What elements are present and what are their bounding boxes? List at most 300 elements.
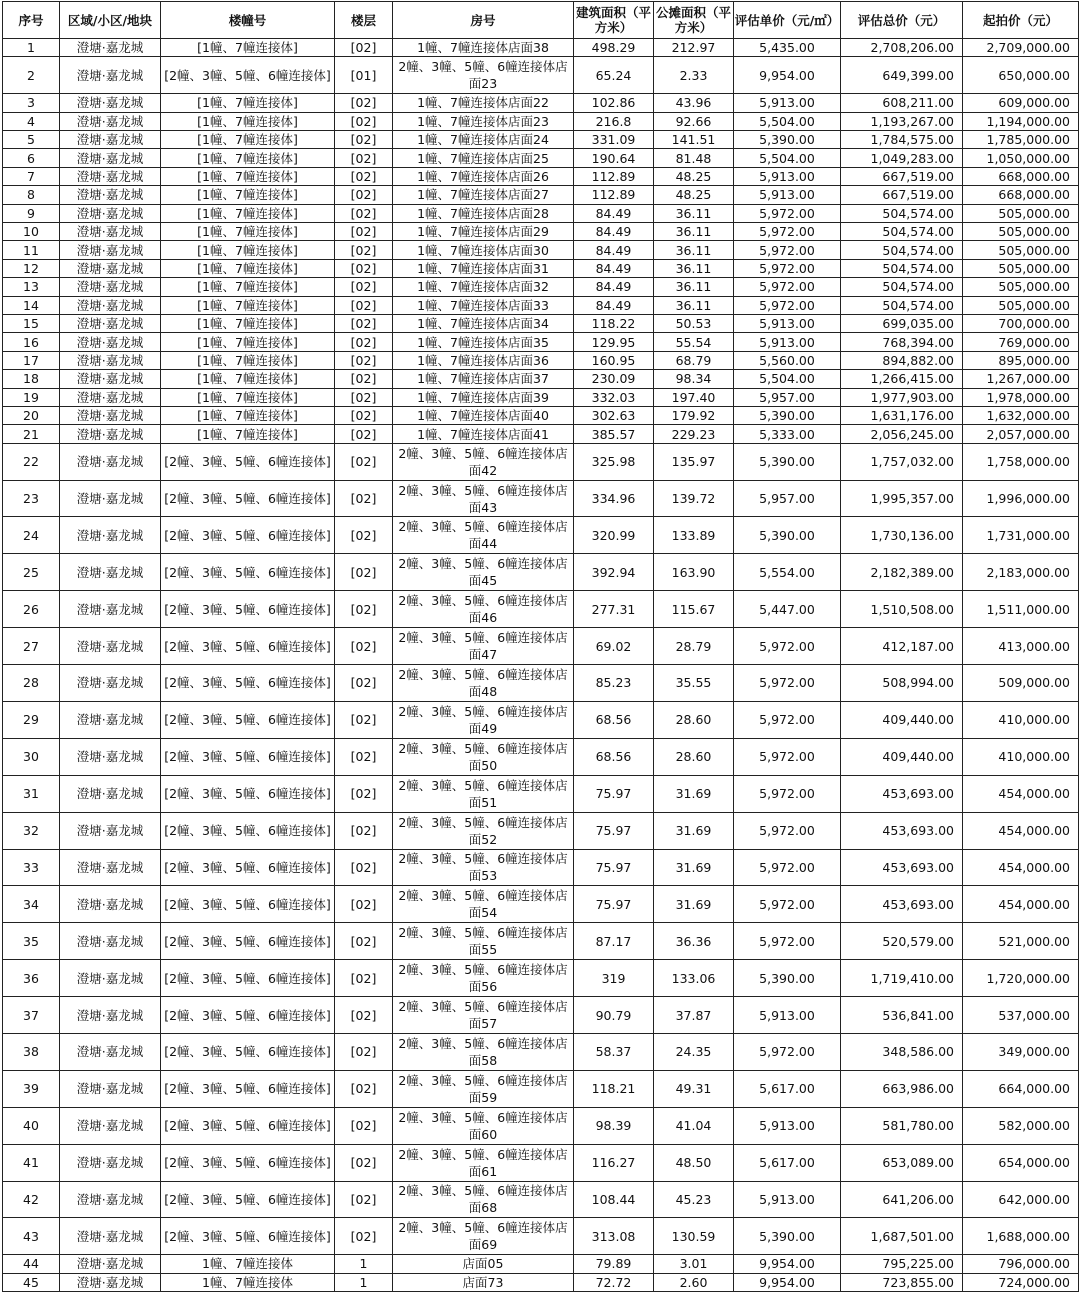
cell-unit-price: 5,913.00 — [734, 333, 841, 351]
table-row — [3, 204, 1079, 222]
cell-total-value: 667,519.00 — [841, 167, 963, 185]
cell-floor-area: 230.09 — [574, 370, 654, 388]
cell-room: 1幢、7幢连接体店面31 — [393, 259, 574, 277]
cell-area: 澄塘·嘉龙城 — [60, 112, 161, 130]
cell-start-price: 1,731,000.00 — [963, 517, 1079, 554]
cell-total-value: 453,693.00 — [841, 849, 963, 886]
cell-start-price: 509,000.00 — [963, 665, 1079, 702]
cell-floor-area: 129.95 — [574, 333, 654, 351]
cell-floor: 1 — [335, 1273, 393, 1291]
cell-building: [1幢、7幢连接体] — [161, 333, 335, 351]
cell-start-price: 664,000.00 — [963, 1070, 1079, 1107]
cell-floor: [02] — [335, 517, 393, 554]
cell-room: 2幢、3幢、5幢、6幢连接体店面61 — [393, 1144, 574, 1181]
cell-room: 2幢、3幢、5幢、6幢连接体店面45 — [393, 554, 574, 591]
cell-room: 2幢、3幢、5幢、6幢连接体店面42 — [393, 443, 574, 480]
cell-shared-area: 35.55 — [654, 665, 734, 702]
cell-shared-area: 36.36 — [654, 923, 734, 960]
cell-room: 1幢、7幢连接体店面23 — [393, 112, 574, 130]
cell-shared-area: 55.54 — [654, 333, 734, 351]
cell-floor-area: 87.17 — [574, 923, 654, 960]
table-row — [3, 388, 1079, 406]
cell-floor: [02] — [335, 296, 393, 314]
cell-floor-area: 102.86 — [574, 94, 654, 112]
cell-shared-area: 36.11 — [654, 259, 734, 277]
cell-unit-price: 5,504.00 — [734, 149, 841, 167]
cell-floor: [02] — [335, 665, 393, 702]
cell-seq: 19 — [3, 388, 60, 406]
cell-floor-area: 392.94 — [574, 554, 654, 591]
cell-total-value: 504,574.00 — [841, 223, 963, 241]
cell-unit-price: 5,560.00 — [734, 351, 841, 369]
cell-area: 澄塘·嘉龙城 — [60, 167, 161, 185]
table-row — [3, 39, 1079, 57]
cell-building: [2幢、3幢、5幢、6幢连接体] — [161, 443, 335, 480]
cell-seq: 9 — [3, 204, 60, 222]
cell-room: 1幢、7幢连接体店面39 — [393, 388, 574, 406]
cell-floor: [02] — [335, 186, 393, 204]
cell-floor: [02] — [335, 94, 393, 112]
cell-total-value: 2,182,389.00 — [841, 554, 963, 591]
cell-room: 1幢、7幢连接体店面30 — [393, 241, 574, 259]
cell-shared-area: 36.11 — [654, 204, 734, 222]
cell-unit-price: 5,913.00 — [734, 997, 841, 1034]
cell-unit-price: 5,913.00 — [734, 314, 841, 332]
cell-start-price: 410,000.00 — [963, 701, 1079, 738]
cell-building: [2幢、3幢、5幢、6幢连接体] — [161, 1070, 335, 1107]
cell-start-price: 895,000.00 — [963, 351, 1079, 369]
cell-floor-area: 118.21 — [574, 1070, 654, 1107]
cell-room: 2幢、3幢、5幢、6幢连接体店面69 — [393, 1218, 574, 1255]
cell-area: 澄塘·嘉龙城 — [60, 241, 161, 259]
cell-start-price: 521,000.00 — [963, 923, 1079, 960]
cell-building: [1幢、7幢连接体] — [161, 39, 335, 57]
cell-building: [1幢、7幢连接体] — [161, 241, 335, 259]
cell-room: 2幢、3幢、5幢、6幢连接体店面50 — [393, 738, 574, 775]
cell-area: 澄塘·嘉龙城 — [60, 1273, 161, 1291]
cell-floor-area: 108.44 — [574, 1181, 654, 1218]
cell-shared-area: 212.97 — [654, 39, 734, 57]
table-row — [3, 997, 1079, 1034]
cell-area: 澄塘·嘉龙城 — [60, 94, 161, 112]
cell-seq: 28 — [3, 665, 60, 702]
cell-building: 1幢、7幢连接体 — [161, 1255, 335, 1273]
cell-floor-area: 320.99 — [574, 517, 654, 554]
cell-shared-area: 36.11 — [654, 296, 734, 314]
cell-floor-area: 112.89 — [574, 167, 654, 185]
cell-area: 澄塘·嘉龙城 — [60, 1107, 161, 1144]
table-row — [3, 425, 1079, 443]
cell-area: 澄塘·嘉龙城 — [60, 39, 161, 57]
cell-seq: 2 — [3, 57, 60, 94]
cell-area: 澄塘·嘉龙城 — [60, 554, 161, 591]
cell-floor-area: 69.02 — [574, 628, 654, 665]
cell-total-value: 2,056,245.00 — [841, 425, 963, 443]
cell-area: 澄塘·嘉龙城 — [60, 665, 161, 702]
table-row — [3, 57, 1079, 94]
cell-unit-price: 5,390.00 — [734, 1218, 841, 1255]
cell-building: [2幢、3幢、5幢、6幢连接体] — [161, 1144, 335, 1181]
cell-building: [1幢、7幢连接体] — [161, 370, 335, 388]
cell-total-value: 1,757,032.00 — [841, 443, 963, 480]
cell-building: [1幢、7幢连接体] — [161, 406, 335, 424]
cell-shared-area: 163.90 — [654, 554, 734, 591]
cell-floor-area: 334.96 — [574, 480, 654, 517]
cell-room: 店面73 — [393, 1273, 574, 1291]
cell-total-value: 581,780.00 — [841, 1107, 963, 1144]
cell-floor: [02] — [335, 149, 393, 167]
cell-area: 澄塘·嘉龙城 — [60, 259, 161, 277]
cell-floor-area: 72.72 — [574, 1273, 654, 1291]
cell-floor: [02] — [335, 131, 393, 149]
table-row — [3, 628, 1079, 665]
cell-floor-area: 75.97 — [574, 849, 654, 886]
cell-room: 1幢、7幢连接体店面35 — [393, 333, 574, 351]
cell-building: [1幢、7幢连接体] — [161, 259, 335, 277]
cell-unit-price: 5,913.00 — [734, 94, 841, 112]
cell-room: 2幢、3幢、5幢、6幢连接体店面48 — [393, 665, 574, 702]
cell-seq: 10 — [3, 223, 60, 241]
cell-unit-price: 5,913.00 — [734, 167, 841, 185]
header-room: 房号 — [393, 2, 574, 39]
cell-floor: [02] — [335, 591, 393, 628]
cell-room: 1幢、7幢连接体店面24 — [393, 131, 574, 149]
cell-area: 澄塘·嘉龙城 — [60, 204, 161, 222]
cell-building: [1幢、7幢连接体] — [161, 167, 335, 185]
cell-room: 2幢、3幢、5幢、6幢连接体店面68 — [393, 1181, 574, 1218]
cell-area: 澄塘·嘉龙城 — [60, 923, 161, 960]
cell-start-price: 537,000.00 — [963, 997, 1079, 1034]
cell-shared-area: 197.40 — [654, 388, 734, 406]
table-header-row — [3, 2, 1079, 39]
header-building: 楼幢号 — [161, 2, 335, 39]
cell-area: 澄塘·嘉龙城 — [60, 1255, 161, 1273]
cell-floor: [02] — [335, 1218, 393, 1255]
cell-floor: [02] — [335, 241, 393, 259]
cell-unit-price: 5,972.00 — [734, 259, 841, 277]
cell-floor-area: 79.89 — [574, 1255, 654, 1273]
cell-area: 澄塘·嘉龙城 — [60, 149, 161, 167]
cell-total-value: 1,510,508.00 — [841, 591, 963, 628]
cell-seq: 25 — [3, 554, 60, 591]
cell-seq: 12 — [3, 259, 60, 277]
cell-building: [2幢、3幢、5幢、6幢连接体] — [161, 1218, 335, 1255]
cell-start-price: 410,000.00 — [963, 738, 1079, 775]
cell-area: 澄塘·嘉龙城 — [60, 296, 161, 314]
table-row — [3, 241, 1079, 259]
cell-area: 澄塘·嘉龙城 — [60, 314, 161, 332]
cell-start-price: 769,000.00 — [963, 333, 1079, 351]
cell-area: 澄塘·嘉龙城 — [60, 517, 161, 554]
cell-unit-price: 9,954.00 — [734, 57, 841, 94]
cell-total-value: 453,693.00 — [841, 886, 963, 923]
table-row — [3, 149, 1079, 167]
cell-start-price: 413,000.00 — [963, 628, 1079, 665]
cell-building: [2幢、3幢、5幢、6幢连接体] — [161, 1107, 335, 1144]
cell-unit-price: 5,617.00 — [734, 1144, 841, 1181]
cell-room: 2幢、3幢、5幢、6幢连接体店面55 — [393, 923, 574, 960]
table-row — [3, 333, 1079, 351]
cell-floor: [02] — [335, 1144, 393, 1181]
cell-total-value: 1,266,415.00 — [841, 370, 963, 388]
cell-room: 1幢、7幢连接体店面28 — [393, 204, 574, 222]
cell-shared-area: 179.92 — [654, 406, 734, 424]
cell-seq: 5 — [3, 131, 60, 149]
cell-start-price: 454,000.00 — [963, 849, 1079, 886]
cell-unit-price: 5,390.00 — [734, 443, 841, 480]
header-floor-area: 建筑面积（平方米） — [574, 2, 654, 39]
cell-floor: [02] — [335, 259, 393, 277]
cell-floor-area: 385.57 — [574, 425, 654, 443]
cell-floor-area: 90.79 — [574, 997, 654, 1034]
cell-building: [1幢、7幢连接体] — [161, 351, 335, 369]
cell-shared-area: 135.97 — [654, 443, 734, 480]
cell-total-value: 409,440.00 — [841, 701, 963, 738]
cell-floor: [01] — [335, 57, 393, 94]
cell-total-value: 723,855.00 — [841, 1273, 963, 1291]
cell-seq: 21 — [3, 425, 60, 443]
cell-room: 1幢、7幢连接体店面29 — [393, 223, 574, 241]
cell-total-value: 1,995,357.00 — [841, 480, 963, 517]
cell-floor-area: 160.95 — [574, 351, 654, 369]
cell-floor: [02] — [335, 314, 393, 332]
table-row — [3, 186, 1079, 204]
cell-floor-area: 112.89 — [574, 186, 654, 204]
cell-seq: 34 — [3, 886, 60, 923]
cell-shared-area: 81.48 — [654, 149, 734, 167]
cell-unit-price: 9,954.00 — [734, 1273, 841, 1291]
table-row — [3, 554, 1079, 591]
cell-shared-area: 36.11 — [654, 223, 734, 241]
cell-start-price: 1,267,000.00 — [963, 370, 1079, 388]
cell-seq: 23 — [3, 480, 60, 517]
cell-room: 2幢、3幢、5幢、6幢连接体店面60 — [393, 1107, 574, 1144]
table-row — [3, 480, 1079, 517]
cell-building: [1幢、7幢连接体] — [161, 112, 335, 130]
cell-total-value: 608,211.00 — [841, 94, 963, 112]
cell-seq: 16 — [3, 333, 60, 351]
cell-start-price: 1,511,000.00 — [963, 591, 1079, 628]
cell-area: 澄塘·嘉龙城 — [60, 333, 161, 351]
cell-unit-price: 5,972.00 — [734, 278, 841, 296]
cell-unit-price: 5,972.00 — [734, 665, 841, 702]
cell-area: 澄塘·嘉龙城 — [60, 1070, 161, 1107]
cell-room: 1幢、7幢连接体店面36 — [393, 351, 574, 369]
table-row — [3, 1273, 1079, 1291]
cell-seq: 26 — [3, 591, 60, 628]
cell-floor: [02] — [335, 775, 393, 812]
cell-shared-area: 48.25 — [654, 186, 734, 204]
cell-floor: [02] — [335, 554, 393, 591]
cell-seq: 22 — [3, 443, 60, 480]
cell-start-price: 505,000.00 — [963, 296, 1079, 314]
cell-floor-area: 332.03 — [574, 388, 654, 406]
cell-shared-area: 28.79 — [654, 628, 734, 665]
cell-total-value: 504,574.00 — [841, 259, 963, 277]
cell-start-price: 1,632,000.00 — [963, 406, 1079, 424]
cell-floor-area: 84.49 — [574, 223, 654, 241]
cell-total-value: 536,841.00 — [841, 997, 963, 1034]
cell-area: 澄塘·嘉龙城 — [60, 370, 161, 388]
table-body — [3, 39, 1079, 1292]
cell-floor: [02] — [335, 351, 393, 369]
table-row — [3, 591, 1079, 628]
cell-area: 澄塘·嘉龙城 — [60, 223, 161, 241]
cell-unit-price: 5,972.00 — [734, 241, 841, 259]
cell-start-price: 668,000.00 — [963, 167, 1079, 185]
cell-start-price: 505,000.00 — [963, 241, 1079, 259]
cell-seq: 15 — [3, 314, 60, 332]
cell-unit-price: 5,435.00 — [734, 39, 841, 57]
cell-unit-price: 9,954.00 — [734, 1255, 841, 1273]
cell-seq: 17 — [3, 351, 60, 369]
cell-room: 1幢、7幢连接体店面22 — [393, 94, 574, 112]
cell-unit-price: 5,972.00 — [734, 296, 841, 314]
cell-unit-price: 5,972.00 — [734, 886, 841, 923]
cell-seq: 8 — [3, 186, 60, 204]
cell-seq: 3 — [3, 94, 60, 112]
cell-start-price: 505,000.00 — [963, 278, 1079, 296]
table-row — [3, 223, 1079, 241]
cell-start-price: 1,996,000.00 — [963, 480, 1079, 517]
cell-start-price: 505,000.00 — [963, 204, 1079, 222]
cell-floor: [02] — [335, 406, 393, 424]
cell-building: [1幢、7幢连接体] — [161, 223, 335, 241]
cell-total-value: 1,049,283.00 — [841, 149, 963, 167]
cell-seq: 18 — [3, 370, 60, 388]
cell-floor: [02] — [335, 1070, 393, 1107]
cell-seq: 4 — [3, 112, 60, 130]
cell-total-value: 641,206.00 — [841, 1181, 963, 1218]
cell-floor: [02] — [335, 370, 393, 388]
cell-shared-area: 28.60 — [654, 738, 734, 775]
cell-unit-price: 5,913.00 — [734, 1107, 841, 1144]
cell-unit-price: 5,972.00 — [734, 1033, 841, 1070]
cell-unit-price: 5,447.00 — [734, 591, 841, 628]
cell-area: 澄塘·嘉龙城 — [60, 1144, 161, 1181]
cell-total-value: 504,574.00 — [841, 204, 963, 222]
cell-area: 澄塘·嘉龙城 — [60, 131, 161, 149]
cell-start-price: 454,000.00 — [963, 886, 1079, 923]
cell-total-value: 504,574.00 — [841, 278, 963, 296]
table-row — [3, 1070, 1079, 1107]
cell-shared-area: 41.04 — [654, 1107, 734, 1144]
cell-room: 1幢、7幢连接体店面34 — [393, 314, 574, 332]
cell-floor: [02] — [335, 223, 393, 241]
cell-total-value: 453,693.00 — [841, 775, 963, 812]
cell-floor-area: 313.08 — [574, 1218, 654, 1255]
cell-area: 澄塘·嘉龙城 — [60, 1181, 161, 1218]
cell-shared-area: 48.50 — [654, 1144, 734, 1181]
cell-shared-area: 139.72 — [654, 480, 734, 517]
table-row — [3, 665, 1079, 702]
cell-floor: [02] — [335, 997, 393, 1034]
cell-start-price: 796,000.00 — [963, 1255, 1079, 1273]
cell-floor-area: 75.97 — [574, 812, 654, 849]
cell-building: [2幢、3幢、5幢、6幢连接体] — [161, 701, 335, 738]
cell-start-price: 1,785,000.00 — [963, 131, 1079, 149]
cell-seq: 40 — [3, 1107, 60, 1144]
cell-shared-area: 36.11 — [654, 278, 734, 296]
cell-shared-area: 50.53 — [654, 314, 734, 332]
cell-shared-area: 37.87 — [654, 997, 734, 1034]
table-row — [3, 1107, 1079, 1144]
cell-area: 澄塘·嘉龙城 — [60, 849, 161, 886]
cell-shared-area: 36.11 — [654, 241, 734, 259]
cell-room: 1幢、7幢连接体店面38 — [393, 39, 574, 57]
cell-floor: [02] — [335, 1181, 393, 1218]
cell-start-price: 349,000.00 — [963, 1033, 1079, 1070]
cell-area: 澄塘·嘉龙城 — [60, 388, 161, 406]
table-row — [3, 443, 1079, 480]
table-row — [3, 886, 1079, 923]
cell-total-value: 1,784,575.00 — [841, 131, 963, 149]
cell-seq: 27 — [3, 628, 60, 665]
header-unit-price: 评估单价（元/㎡） — [734, 2, 841, 39]
cell-building: 1幢、7幢连接体 — [161, 1273, 335, 1291]
cell-shared-area: 24.35 — [654, 1033, 734, 1070]
cell-room: 1幢、7幢连接体店面40 — [393, 406, 574, 424]
header-seq: 序号 — [3, 2, 60, 39]
header-area: 区域/小区/地块 — [60, 2, 161, 39]
cell-floor-area: 65.24 — [574, 57, 654, 94]
cell-floor-area: 68.56 — [574, 701, 654, 738]
cell-start-price: 654,000.00 — [963, 1144, 1079, 1181]
cell-shared-area: 48.25 — [654, 167, 734, 185]
cell-unit-price: 5,617.00 — [734, 1070, 841, 1107]
cell-floor-area: 68.56 — [574, 738, 654, 775]
cell-area: 澄塘·嘉龙城 — [60, 351, 161, 369]
cell-room: 1幢、7幢连接体店面25 — [393, 149, 574, 167]
cell-area: 澄塘·嘉龙城 — [60, 425, 161, 443]
cell-seq: 42 — [3, 1181, 60, 1218]
cell-floor: [02] — [335, 480, 393, 517]
table-row — [3, 1033, 1079, 1070]
table-row — [3, 112, 1079, 130]
cell-seq: 36 — [3, 960, 60, 997]
cell-seq: 39 — [3, 1070, 60, 1107]
cell-start-price: 1,720,000.00 — [963, 960, 1079, 997]
table-row — [3, 296, 1079, 314]
cell-total-value: 1,977,903.00 — [841, 388, 963, 406]
cell-seq: 33 — [3, 849, 60, 886]
cell-area: 澄塘·嘉龙城 — [60, 1033, 161, 1070]
cell-seq: 20 — [3, 406, 60, 424]
cell-floor-area: 116.27 — [574, 1144, 654, 1181]
cell-building: [2幢、3幢、5幢、6幢连接体] — [161, 997, 335, 1034]
cell-floor-area: 325.98 — [574, 443, 654, 480]
cell-area: 澄塘·嘉龙城 — [60, 775, 161, 812]
cell-room: 2幢、3幢、5幢、6幢连接体店面51 — [393, 775, 574, 812]
cell-floor-area: 498.29 — [574, 39, 654, 57]
cell-seq: 38 — [3, 1033, 60, 1070]
cell-total-value: 412,187.00 — [841, 628, 963, 665]
cell-building: [2幢、3幢、5幢、6幢连接体] — [161, 886, 335, 923]
cell-room: 2幢、3幢、5幢、6幢连接体店面46 — [393, 591, 574, 628]
header-floor: 楼层 — [335, 2, 393, 39]
cell-unit-price: 5,390.00 — [734, 517, 841, 554]
cell-shared-area: 130.59 — [654, 1218, 734, 1255]
cell-total-value: 663,986.00 — [841, 1070, 963, 1107]
cell-building: [2幢、3幢、5幢、6幢连接体] — [161, 665, 335, 702]
cell-unit-price: 5,957.00 — [734, 388, 841, 406]
cell-room: 1幢、7幢连接体店面27 — [393, 186, 574, 204]
cell-start-price: 1,978,000.00 — [963, 388, 1079, 406]
cell-seq: 30 — [3, 738, 60, 775]
cell-unit-price: 5,390.00 — [734, 960, 841, 997]
cell-shared-area: 49.31 — [654, 1070, 734, 1107]
cell-total-value: 1,719,410.00 — [841, 960, 963, 997]
